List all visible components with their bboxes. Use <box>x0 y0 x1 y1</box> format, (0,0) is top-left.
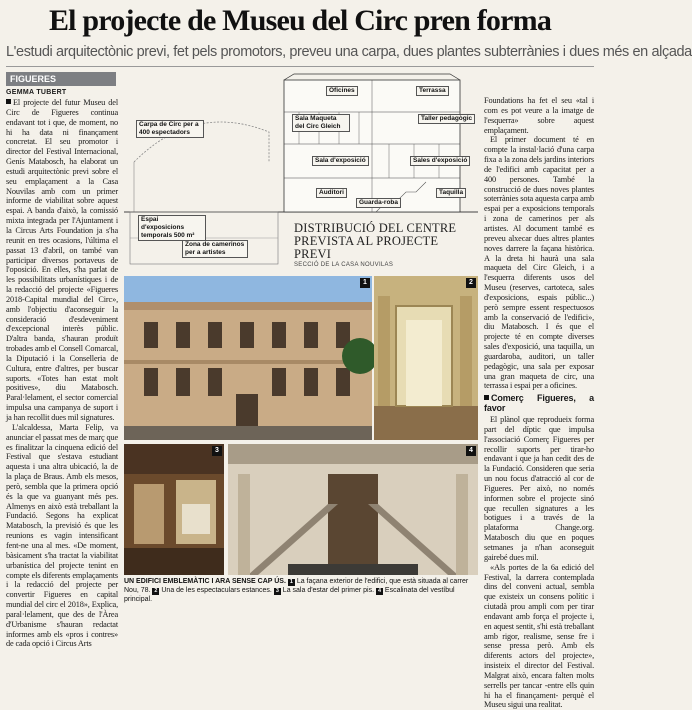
photo-room <box>374 276 478 440</box>
paragraph: El plànol que reprodueix forma part del díptic que impulsa l'associació Comerç Figueres per recollir suports per tirar-ho endavant i que ja han cedit des de la Fundació. Consideren que seria un nou focus d'atracció al cor de Figueres. Per això, no només informen sobre el projecte sinó que recullen signatures a les botigues i a través de la plataforma Change.org. Matabosch diu que en poques setmanes ja n'han aconseguit gairebé dues mil. <box>484 415 594 562</box>
paragraph: El projecte del futur Museu del Circ de Figueres continua endavant tot i que, de moment, no hi ha data ni finançament concretat. El seu promotor i director del Festival Internacional, Genís Matabosch, ha elaborat un estudi arquitectònic previ sobre el seu emplaçament a la Casa Nouvilas amb com un primer informe de viabilitat sobre aquest espai. A banda d'això, la comissió mixta integrada per l'Ajuntament i la Circus Arts Foundation ja s'ha reunit en tres ocasions, l'última el passat 13 d'abril, on també van participar diversos portaveus de l'oposició. En elles, s'ha parlat de les possibilitats urbanístiques i de la redacció del projecte «Figueres 2018-Capital mundial del Circ», amb l'objectiu d'aconseguir la consideració d'esdeveniment d'excepcional interès públic. D'altra banda, s'hauran produït trobades amb el Consell Comarcal, la Diputació i la Conselleria de Cultura, entre d'altres, per buscar suports. «Totes han estat molt positives», diu Matabosch. Paral·lelament, el sector comercial impulsa una campanya de suport i ja han recollit dues mil signatures. <box>6 98 118 422</box>
caption-item: La sala d'estar del primer pis. <box>282 587 375 594</box>
headline: El projecte de Museu del Circ pren forma <box>48 4 552 37</box>
label-guarda-roba: Guarda-roba <box>356 198 401 208</box>
label-espai-exposicions: Espai d'exposicions temporals 500 m² <box>138 215 206 241</box>
label-sala-exposicio: Sala d'exposició <box>312 156 369 166</box>
paragraph: El primer document té en compte la instal·lació d'una carpa fixa a la zona dels jardins interiors de l'edifici amb capacitat per a 400 persones. També la construcció de dues noves plantes soterrànies sota aquesta carpa amb espai per a exposicions temporals i zona de camerinos per als artistes. Al document també es preveu alxecar dues altres plantes noves darrere la façana històrica. A la dreta hi haurà una sala maqueta del Circ Gleich, i a l'esquerra diferents usos del Museu (reserves, cartoteca, sales d'exposicions, espais públic...) però sempre essent respectuosos amb la conservació de l'edifici», diu Matabosch. I és que el projecte té en compte diverses sales d'exposició, una taquilla, un guardaroba, auditori, un taller pedagògic, una sala per exposar una gran maqueta de circ, una terrassa i espai per a oficines. <box>484 135 594 391</box>
diagram-caption: SECCIÓ DE LA CASA NOUVILAS <box>294 262 394 268</box>
paragraph: «Als portes de la 6a edició del Festival, la darrera contemplada dins del conveni actual, sembla que existeix un consens polític i ciutadà prou ampli com per tirar endavant amb força el projecte i, en aquest sentit, s'hi està treballant amb rigor, realisme, sense fre i sense pressa però. Amb els diferents actors del projecte», insisteix el director del Festival. Malgrat això, encara falten molts serrells per tancar -entre ells quin hi ha el finançament- perquè el Museu sigui una realitat. <box>484 562 594 710</box>
label-taquilla: Taquilla <box>436 188 466 198</box>
right-subtitle: Comerç Figueres, a favor <box>484 393 594 414</box>
label-carpa: Carpa de Circ per a 400 espectadors <box>136 120 204 138</box>
label-sala-maqueta: Sala Maqueta del Circ Gleich <box>292 114 350 132</box>
bullet-square-icon <box>6 99 11 104</box>
facade-image <box>124 276 372 440</box>
left-column <box>6 98 118 649</box>
room-image <box>374 276 478 440</box>
photo-number: 4 <box>466 446 476 456</box>
staircase-image <box>228 444 478 575</box>
label-camerinos: Zona de camerinos per a artistes <box>182 240 248 258</box>
divider <box>6 66 594 67</box>
building-section-diagram <box>124 72 478 272</box>
photo-sitting-room <box>124 444 224 575</box>
diagram-title: DISTRIBUCIÓ DEL CENTRE PREVISTA AL PROJECTE PREVI <box>294 221 457 261</box>
photo-facade <box>124 276 372 440</box>
paragraph: L'alcaldessa, Marta Felip, va anunciar el passat mes de març que es finalitzar la cinquena edició del Festival que s'estava estudiant aquesta i una altra ubicació, la de la plaça de Braus. Amb els mesos, però, sembla que la primera opció és la que va guanyant més pes. Almenys en això està treballant la Fundació. Segons ha explicat Matabosch, la previsió és que les reunions es vagin intensificant fent-ne una al mes. «De moment, bàsicament s'ha tractat la viabilitat urbanística del projecte tenint en compte els diferents emplaçaments i la redacció del projecte per convertir Figueres en capital mundial del circ el 2018», Explica, paral·lelament, que des de l'Àrea d'Urbanisme s'hauran redactat informes amb els «pros i contres» de cada opció i Circus Arts <box>6 422 118 649</box>
right-column <box>484 96 594 710</box>
sitting-room-image <box>124 444 224 575</box>
photo-number: 3 <box>212 446 222 456</box>
paragraph: Foundations ha fet el seu «tal i com es pot veure a la imatge de l'esquerra» sobre aquest emplaçament. <box>484 96 594 135</box>
label-oficines: Oficines <box>326 86 358 96</box>
author-byline: GEMMA TUBERT <box>6 89 67 96</box>
caption-item: La façana exterior de l'edifici, que està situada al carrer Nou, 78. <box>124 578 469 594</box>
label-auditori: Auditori <box>316 188 347 198</box>
caption-item: Una de les espectaculars estances. <box>161 587 272 594</box>
photo-number: 2 <box>466 278 476 288</box>
label-taller: Taller pedagògic <box>418 114 475 124</box>
bullet-square-icon <box>484 395 489 400</box>
caption-item: Escalinata del vestíbul principal. <box>124 587 455 603</box>
photo-staircase <box>228 444 478 575</box>
subheadline: L'estudi arquitectònic previ, fet pels promotors, preveu una carpa, dues plantes subterrànies i dues més en alçada <box>6 44 692 60</box>
caption-number: 4 <box>377 588 381 594</box>
label-sales-exposicio: Sales d'exposició <box>410 156 470 166</box>
photo-caption <box>124 577 480 603</box>
caption-number: 1 <box>289 579 293 585</box>
photo-number: 1 <box>360 278 370 288</box>
caption-title: UN EDIFICI EMBLEMÀTIC I ARA SENSE CAP ÚS. <box>124 578 286 585</box>
label-terrassa: Terrassa <box>416 86 449 96</box>
section-tag: FIGUERES <box>6 72 116 86</box>
caption-number: 2 <box>154 588 158 594</box>
caption-number: 3 <box>275 588 279 594</box>
